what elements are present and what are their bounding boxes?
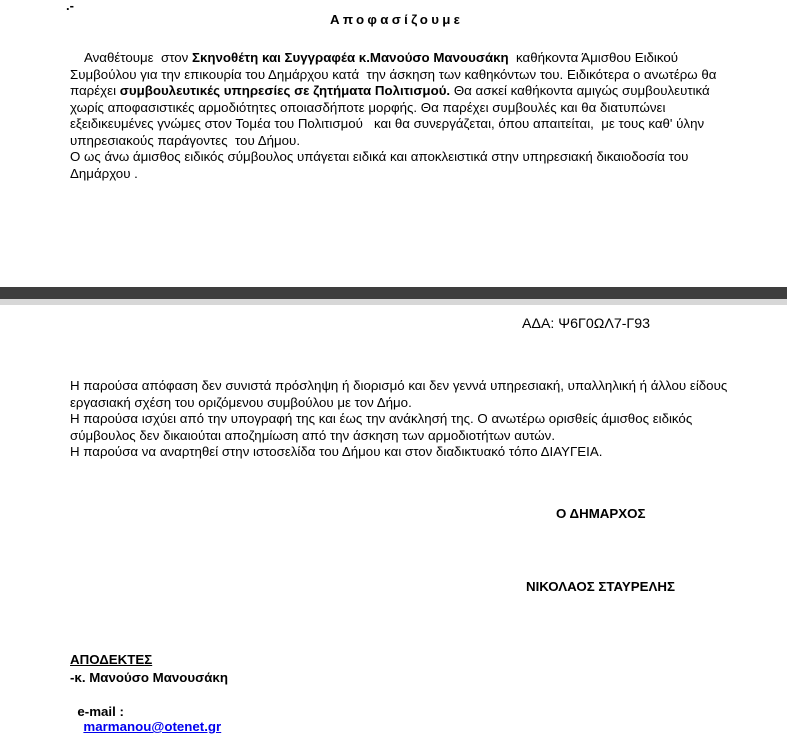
text-line: υπηρεσιακούς παράγοντες του Δήμου. xyxy=(70,132,301,148)
text-line: παρέχει συμβουλευτικές υπηρεσίες σε ζητήματα Πολιτισμού. Θα ασκεί καθήκοντα αμιγώς συμβουλευτικά xyxy=(70,83,710,98)
text-line: Συμβούλου για την επικουρία του Δημάρχου κατά την άσκηση των καθηκόντων του. Ειδικότερα ο ανωτέρω θα xyxy=(70,66,717,82)
text-line: Η παρούσα να αναρτηθεί στην ιστοσελίδα του Δήμου και στον διαδικτυακό τόπο ΔΙΑΥΓΕΙΑ. xyxy=(70,444,603,459)
text-line: εξειδικευμένες γνώμες στον Τομέα του Πολιτισμού και θα συνεργάζεται, όπου απαιτείται, με τους καθ' ύλην xyxy=(70,116,705,131)
text-line: Δημάρχου . xyxy=(70,165,138,181)
email-link[interactable]: marmanou@otenet.gr xyxy=(83,719,222,734)
recipient-email-row xyxy=(70,689,221,734)
section-heading: Αποφασίζουμε xyxy=(330,12,464,27)
email-label: e-mail : xyxy=(77,704,124,719)
text-line: Ο ως άνω άμισθος ειδικός σύμβουλος υπάγεται ειδικά και αποκλειστικά στην υπηρεσιακή δικαιοδοσία του xyxy=(70,149,689,164)
text-line: Αναθέτουμε στον Σκηνοθέτη και Συγγραφέα κ.Μανούσο Μανουσάκη καθήκοντα Άμισθου Ειδικού xyxy=(84,50,679,65)
page-separator-shadow xyxy=(0,299,787,305)
recipients-heading: ΑΠΟΔΕΚΤΕΣ xyxy=(70,652,153,667)
text-line: Η παρούσα απόφαση δεν συνιστά πρόσληψη ή διορισμό και δεν γεννά υπηρεσιακή, υπαλληλική ή άλλου είδους xyxy=(70,378,728,393)
recipient-name: -κ. Μανούσο Μανουσάκη xyxy=(70,670,228,685)
ada-code: ΑΔΑ: Ψ6Γ0ΩΛ7-Γ93 xyxy=(522,316,651,332)
corner-mark: .- xyxy=(66,0,74,13)
page-separator xyxy=(0,287,787,299)
text-line: σύμβουλος δεν δικαιούται αποζημίωση από την άσκηση των αρμοδιοτήτων αυτών. xyxy=(70,427,556,443)
decision-paragraph xyxy=(70,378,770,461)
text-line: εργασιακή σχέση του οριζόμενου συμβούλου με τον Δήμο. xyxy=(70,394,412,410)
signature-title: Ο ΔΗΜΑΡΧΟΣ xyxy=(556,506,646,521)
text-line: χωρίς αποφασιστικές αρμοδιότητες οποιασδήποτε μορφής. Θα παρέχει συμβουλές και θα διατυπώνει xyxy=(70,99,666,115)
assignment-paragraph xyxy=(70,50,760,182)
signature-name: ΝΙΚΟΛΑΟΣ ΣΤΑΥΡΕΛΗΣ xyxy=(526,579,675,594)
text-line: Η παρούσα ισχύει από την υπογραφή της και έως την ανάκλησή της. Ο ανωτέρω ορισθείς άμισθος ειδικός xyxy=(70,411,693,426)
